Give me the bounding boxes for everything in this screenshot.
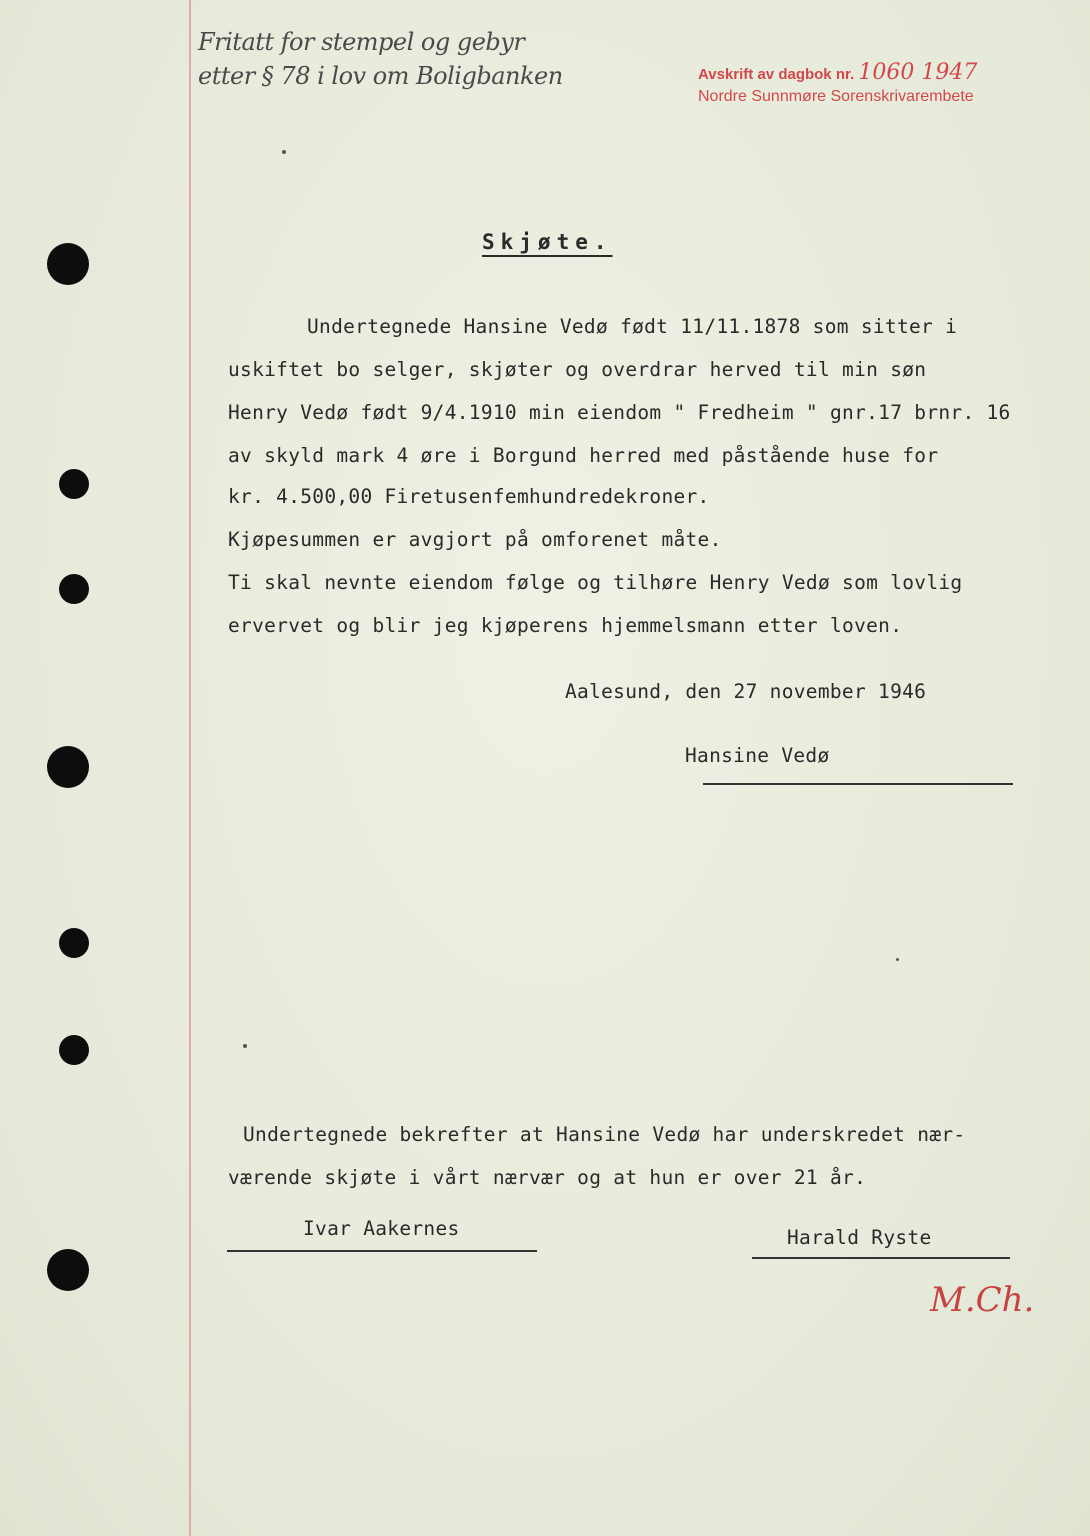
registry-stamp-office: Nordre Sunnmøre Sorenskrivarembete (698, 88, 974, 105)
ink-speck (243, 1044, 247, 1048)
punch-hole-5 (59, 928, 89, 958)
witness-statement-line: Undertegnede bekrefter at Hansine Vedø har underskredet nær- (243, 1123, 966, 1146)
punch-hole-1 (47, 243, 89, 285)
seller-signature: Hansine Vedø (685, 744, 830, 767)
body-line: Ti skal nevnte eiendom følge og tilhøre Henry Vedø som lovlig (228, 571, 963, 594)
punch-hole-7 (47, 1249, 89, 1291)
witness-2-name: Harald Ryste (787, 1226, 932, 1249)
punch-hole-3 (59, 574, 89, 604)
handwritten-note-line1: Fritatt for stempel og gebyr (198, 28, 525, 56)
witness-statement-line: værende skjøte i vårt nærvær og at hun er over 21 år. (228, 1166, 867, 1189)
red-margin-line (189, 0, 191, 1536)
punch-hole-4 (47, 746, 89, 788)
body-line: av skyld mark 4 øre i Borgund herred med påstående huse for (228, 444, 939, 467)
clerk-initials: M.Ch. (930, 1280, 1035, 1320)
registry-stamp-line1 (698, 60, 977, 85)
body-line: kr. 4.500,00 Firetusenfemhundredekroner. (228, 485, 710, 508)
stamp-number: 1060 1947 (858, 60, 978, 85)
ink-speck (282, 150, 286, 154)
body-line: Kjøpesummen er avgjort på omforenet måte. (228, 528, 722, 551)
punch-hole-2 (59, 469, 89, 499)
body-line: uskiftet bo selger, skjøter og overdrar herved til min søn (228, 358, 927, 381)
witness-2-signature-line (752, 1257, 1010, 1259)
stamp-prefix: Avskrift av dagbok nr. (698, 66, 855, 83)
body-line: Undertegnede Hansine Vedø født 11/11.1878 som sitter i (307, 315, 958, 338)
witness-1-signature-line (227, 1250, 537, 1252)
witness-1-name: Ivar Aakernes (303, 1217, 460, 1240)
punch-hole-6 (59, 1035, 89, 1065)
document-title: Skjøte. (482, 230, 613, 254)
handwritten-note-line2: etter § 78 i lov om Boligbanken (198, 62, 563, 90)
ink-speck (896, 958, 899, 961)
place-date: Aalesund, den 27 november 1946 (565, 680, 927, 703)
body-line: Henry Vedø født 9/4.1910 min eiendom " Fredheim " gnr.17 brnr. 16 (228, 401, 1011, 424)
seller-signature-line (703, 783, 1013, 785)
body-line: ervervet og blir jeg kjøperens hjemmelsmann etter loven. (228, 614, 903, 637)
